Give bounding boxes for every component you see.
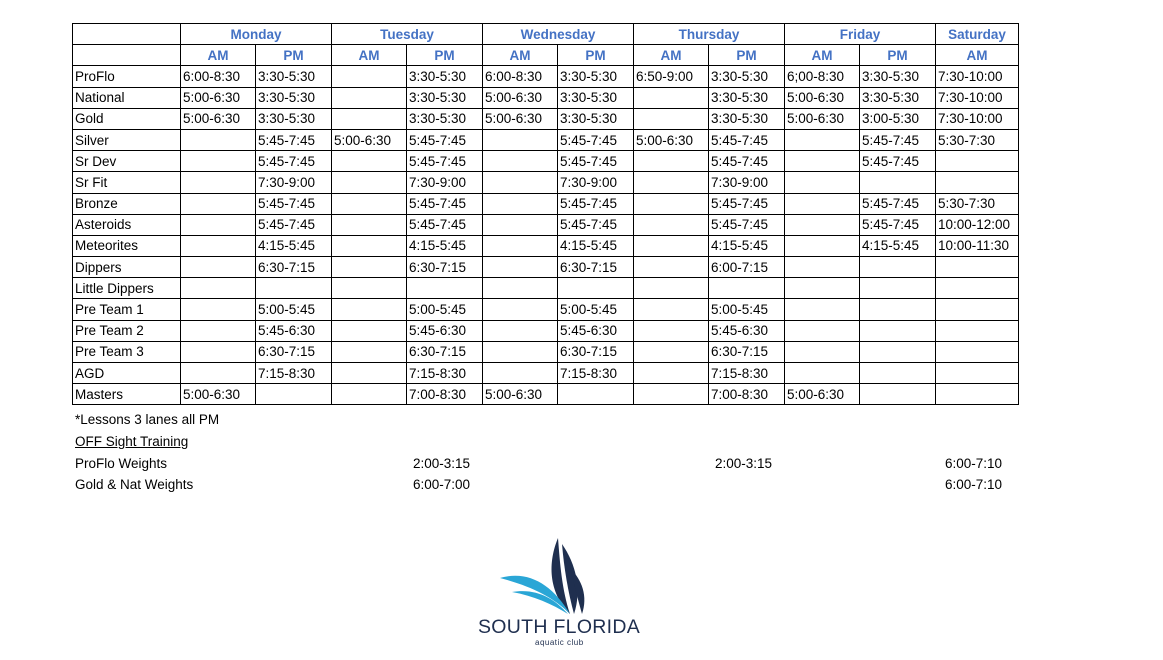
time-cell (634, 172, 709, 193)
time-cell: 6:00-8:30 (483, 66, 558, 87)
logo-subtitle: aquatic club (535, 638, 584, 647)
table-row (73, 214, 1019, 235)
time-cell: 5:45-7:45 (407, 129, 483, 150)
time-cell (181, 299, 256, 320)
period-header-am: AM (634, 45, 709, 66)
time-cell (709, 278, 785, 299)
time-cell (936, 172, 1019, 193)
time-cell (785, 214, 860, 235)
time-cell: 7:15-8:30 (256, 363, 332, 384)
time-cell (936, 257, 1019, 278)
time-cell: 3:30-5:30 (709, 108, 785, 129)
group-name: Silver (73, 129, 181, 150)
time-cell (181, 278, 256, 299)
group-name: ProFlo (73, 66, 181, 87)
time-cell (860, 384, 936, 405)
time-cell: 3:30-5:30 (558, 66, 634, 87)
time-cell: 7:00-8:30 (709, 384, 785, 405)
group-name: Masters (73, 384, 181, 405)
time-cell: 5:45-7:45 (256, 151, 332, 172)
day-header-wednesday: Wednesday (483, 24, 634, 45)
table-row (73, 66, 1019, 87)
time-cell (785, 341, 860, 362)
time-cell: 5:00-6:30 (634, 129, 709, 150)
group-name: AGD (73, 363, 181, 384)
time-cell (332, 87, 407, 108)
time-cell (256, 384, 332, 405)
time-cell: 5:00-6:30 (332, 129, 407, 150)
time-cell (634, 384, 709, 405)
time-cell: 4:15-5:45 (256, 235, 332, 256)
time-cell (936, 384, 1019, 405)
time-cell: 6:00-8:30 (181, 66, 256, 87)
time-cell (634, 320, 709, 341)
group-name: Gold (73, 108, 181, 129)
time-cell: 10:00-12:00 (936, 214, 1019, 235)
time-cell (332, 341, 407, 362)
time-cell (332, 172, 407, 193)
time-cell: 5:45-7:45 (709, 214, 785, 235)
time-cell: 5:45-7:45 (860, 151, 936, 172)
time-cell (483, 278, 558, 299)
time-cell: 7:30-9:00 (558, 172, 634, 193)
time-cell: 6:30-7:15 (256, 341, 332, 362)
schedule-table (72, 23, 1019, 405)
time-cell (332, 278, 407, 299)
table-row (73, 87, 1019, 108)
time-cell (785, 129, 860, 150)
time-cell (860, 320, 936, 341)
off-sight-heading: OFF Sight Training (75, 434, 189, 449)
table-row (73, 151, 1019, 172)
time-cell (483, 172, 558, 193)
table-row (73, 384, 1019, 405)
time-cell (634, 151, 709, 172)
time-cell: 6:00-7:15 (709, 257, 785, 278)
gold-nat-weights-label: Gold & Nat Weights (75, 477, 194, 492)
time-cell: 5:45-6:30 (256, 320, 332, 341)
time-cell (332, 235, 407, 256)
time-cell (860, 278, 936, 299)
time-cell: 5:00-5:45 (407, 299, 483, 320)
day-header-row (73, 24, 1019, 45)
time-cell: 5:45-6:30 (709, 320, 785, 341)
corner-cell (73, 24, 181, 45)
time-cell (634, 363, 709, 384)
time-cell: 5:00-5:45 (558, 299, 634, 320)
time-cell: 5:00-6:30 (181, 87, 256, 108)
day-header-friday: Friday (785, 24, 936, 45)
period-header-pm: PM (256, 45, 332, 66)
time-cell (332, 257, 407, 278)
time-cell: 3:30-5:30 (860, 87, 936, 108)
table-row (73, 341, 1019, 362)
period-header-am: AM (332, 45, 407, 66)
group-name: Sr Fit (73, 172, 181, 193)
day-header-tuesday: Tuesday (332, 24, 483, 45)
proflo-weights-thursday: 2:00-3:15 (715, 456, 773, 471)
time-cell: 3:30-5:30 (407, 87, 483, 108)
time-cell: 5:00-6:30 (483, 108, 558, 129)
time-cell: 3:30-5:30 (256, 87, 332, 108)
time-cell (634, 108, 709, 129)
period-header-row (73, 45, 1019, 66)
time-cell (181, 320, 256, 341)
time-cell (785, 151, 860, 172)
time-cell: 5:45-7:45 (256, 129, 332, 150)
time-cell (634, 193, 709, 214)
time-cell (860, 363, 936, 384)
time-cell: 5:45-7:45 (860, 193, 936, 214)
time-cell: 7:30-10:00 (936, 87, 1019, 108)
time-cell: 7:15-8:30 (407, 363, 483, 384)
time-cell: 5:45-7:45 (407, 214, 483, 235)
time-cell: 7:00-8:30 (407, 384, 483, 405)
time-cell: 3:30-5:30 (709, 87, 785, 108)
time-cell: 6:30-7:15 (407, 257, 483, 278)
time-cell: 5:45-6:30 (407, 320, 483, 341)
time-cell (332, 299, 407, 320)
schedule-body (73, 66, 1019, 405)
time-cell (634, 235, 709, 256)
time-cell (558, 278, 634, 299)
time-cell (860, 299, 936, 320)
time-cell (785, 363, 860, 384)
group-name: Sr Dev (73, 151, 181, 172)
table-row (73, 278, 1019, 299)
logo-title: SOUTH FLORIDA (478, 616, 641, 638)
time-cell: 6:30-7:15 (709, 341, 785, 362)
proflo-weights-label: ProFlo Weights (75, 456, 168, 471)
table-row (73, 299, 1019, 320)
time-cell (785, 193, 860, 214)
period-header-am: AM (483, 45, 558, 66)
club-logo (478, 534, 668, 649)
group-name: Bronze (73, 193, 181, 214)
proflo-weights-tuesday: 2:00-3:15 (413, 456, 471, 471)
group-name: Pre Team 3 (73, 341, 181, 362)
time-cell (634, 278, 709, 299)
time-cell: 5:00-5:45 (709, 299, 785, 320)
time-cell (785, 278, 860, 299)
time-cell (332, 151, 407, 172)
time-cell (483, 214, 558, 235)
time-cell: 6:30-7:15 (256, 257, 332, 278)
table-row (73, 129, 1019, 150)
time-cell: 5:00-6:30 (181, 108, 256, 129)
time-cell: 5:45-6:30 (558, 320, 634, 341)
time-cell (785, 257, 860, 278)
time-cell: 5:45-7:45 (407, 193, 483, 214)
period-header-am: AM (181, 45, 256, 66)
time-cell: 3:30-5:30 (256, 66, 332, 87)
time-cell: 5:45-7:45 (558, 214, 634, 235)
time-cell (936, 363, 1019, 384)
time-cell: 3:00-5:30 (860, 108, 936, 129)
group-name: National (73, 87, 181, 108)
time-cell (332, 214, 407, 235)
time-cell: 5:00-6:30 (181, 384, 256, 405)
time-cell: 5:45-7:45 (407, 151, 483, 172)
time-cell (860, 172, 936, 193)
time-cell (483, 320, 558, 341)
time-cell: 4:15-5:45 (558, 235, 634, 256)
proflo-weights-saturday: 6:00-7:10 (945, 456, 1003, 471)
time-cell: 3:30-5:30 (256, 108, 332, 129)
table-row (73, 320, 1019, 341)
time-cell: 3:30-5:30 (407, 66, 483, 87)
time-cell (483, 257, 558, 278)
table-row (73, 193, 1019, 214)
time-cell: 7:30-10:00 (936, 66, 1019, 87)
time-cell (483, 299, 558, 320)
time-cell (332, 108, 407, 129)
period-header-pm: PM (407, 45, 483, 66)
time-cell: 3:30-5:30 (407, 108, 483, 129)
time-cell (785, 172, 860, 193)
time-cell (936, 151, 1019, 172)
group-name: Pre Team 1 (73, 299, 181, 320)
period-header-am: AM (785, 45, 860, 66)
time-cell (785, 235, 860, 256)
time-cell: 7:15-8:30 (558, 363, 634, 384)
group-name: Dippers (73, 257, 181, 278)
time-cell (785, 299, 860, 320)
time-cell (332, 363, 407, 384)
time-cell: 3:30-5:30 (709, 66, 785, 87)
time-cell (860, 257, 936, 278)
table-row (73, 108, 1019, 129)
time-cell: 5:45-7:45 (860, 214, 936, 235)
time-cell: 5:45-7:45 (256, 214, 332, 235)
time-cell (332, 320, 407, 341)
time-cell: 5:30-7:30 (936, 193, 1019, 214)
time-cell: 3:30-5:30 (860, 66, 936, 87)
group-name: Pre Team 2 (73, 320, 181, 341)
time-cell: 7:30-10:00 (936, 108, 1019, 129)
time-cell: 3:30-5:30 (558, 87, 634, 108)
time-cell (634, 214, 709, 235)
time-cell: 3:30-5:30 (558, 108, 634, 129)
time-cell: 4:15-5:45 (860, 235, 936, 256)
time-cell: 5:45-7:45 (558, 129, 634, 150)
time-cell (936, 278, 1019, 299)
time-cell (407, 278, 483, 299)
time-cell: 7:30-9:00 (709, 172, 785, 193)
time-cell (181, 235, 256, 256)
time-cell (634, 257, 709, 278)
time-cell (634, 299, 709, 320)
time-cell: 5:00-6:30 (785, 108, 860, 129)
group-name: Asteroids (73, 214, 181, 235)
sail-wave-icon (478, 534, 668, 618)
time-cell (634, 341, 709, 362)
time-cell (181, 257, 256, 278)
time-cell (181, 341, 256, 362)
time-cell: 5:00-6:30 (785, 384, 860, 405)
time-cell (181, 363, 256, 384)
time-cell: 5:45-7:45 (558, 193, 634, 214)
time-cell (483, 151, 558, 172)
time-cell (483, 129, 558, 150)
time-cell (181, 214, 256, 235)
corner-cell (73, 45, 181, 66)
time-cell: 5:45-7:45 (709, 193, 785, 214)
time-cell (181, 151, 256, 172)
table-row (73, 257, 1019, 278)
time-cell: 6;00-8:30 (785, 66, 860, 87)
time-cell (483, 363, 558, 384)
time-cell (483, 235, 558, 256)
period-header-pm: PM (709, 45, 785, 66)
time-cell (332, 193, 407, 214)
time-cell: 6:50-9:00 (634, 66, 709, 87)
time-cell: 5:30-7:30 (936, 129, 1019, 150)
period-header-pm: PM (558, 45, 634, 66)
time-cell: 6:30-7:15 (558, 341, 634, 362)
day-header-monday: Monday (181, 24, 332, 45)
table-row (73, 235, 1019, 256)
time-cell (860, 341, 936, 362)
time-cell: 5:00-6:30 (483, 384, 558, 405)
day-header-thursday: Thursday (634, 24, 785, 45)
table-row (73, 363, 1019, 384)
time-cell: 7:30-9:00 (407, 172, 483, 193)
time-cell: 10:00-11:30 (936, 235, 1019, 256)
time-cell (256, 278, 332, 299)
time-cell (634, 87, 709, 108)
period-header-am: AM (936, 45, 1019, 66)
time-cell: 6:30-7:15 (407, 341, 483, 362)
time-cell: 5:45-7:45 (709, 151, 785, 172)
time-cell: 5:45-7:45 (860, 129, 936, 150)
gold-nat-weights-saturday: 6:00-7:10 (945, 477, 1003, 492)
time-cell (332, 66, 407, 87)
time-cell: 4:15-5:45 (407, 235, 483, 256)
time-cell (181, 172, 256, 193)
time-cell: 5:45-7:45 (709, 129, 785, 150)
time-cell: 5:45-7:45 (558, 151, 634, 172)
table-row (73, 172, 1019, 193)
time-cell (483, 341, 558, 362)
time-cell: 7:15-8:30 (709, 363, 785, 384)
time-cell (558, 384, 634, 405)
time-cell: 6:30-7:15 (558, 257, 634, 278)
time-cell: 4:15-5:45 (709, 235, 785, 256)
time-cell (936, 299, 1019, 320)
time-cell (181, 129, 256, 150)
time-cell: 5:45-7:45 (256, 193, 332, 214)
time-cell (483, 193, 558, 214)
time-cell: 5:00-6:30 (483, 87, 558, 108)
group-name: Little Dippers (73, 278, 181, 299)
day-header-saturday: Saturday (936, 24, 1019, 45)
time-cell (936, 320, 1019, 341)
time-cell (332, 384, 407, 405)
period-header-pm: PM (860, 45, 936, 66)
time-cell (181, 193, 256, 214)
time-cell: 7:30-9:00 (256, 172, 332, 193)
time-cell: 5:00-6:30 (785, 87, 860, 108)
group-name: Meteorites (73, 235, 181, 256)
lessons-note: *Lessons 3 lanes all PM (75, 412, 220, 427)
time-cell (936, 341, 1019, 362)
gold-nat-weights-tuesday: 6:00-7:00 (413, 477, 471, 492)
time-cell (785, 320, 860, 341)
time-cell: 5:00-5:45 (256, 299, 332, 320)
